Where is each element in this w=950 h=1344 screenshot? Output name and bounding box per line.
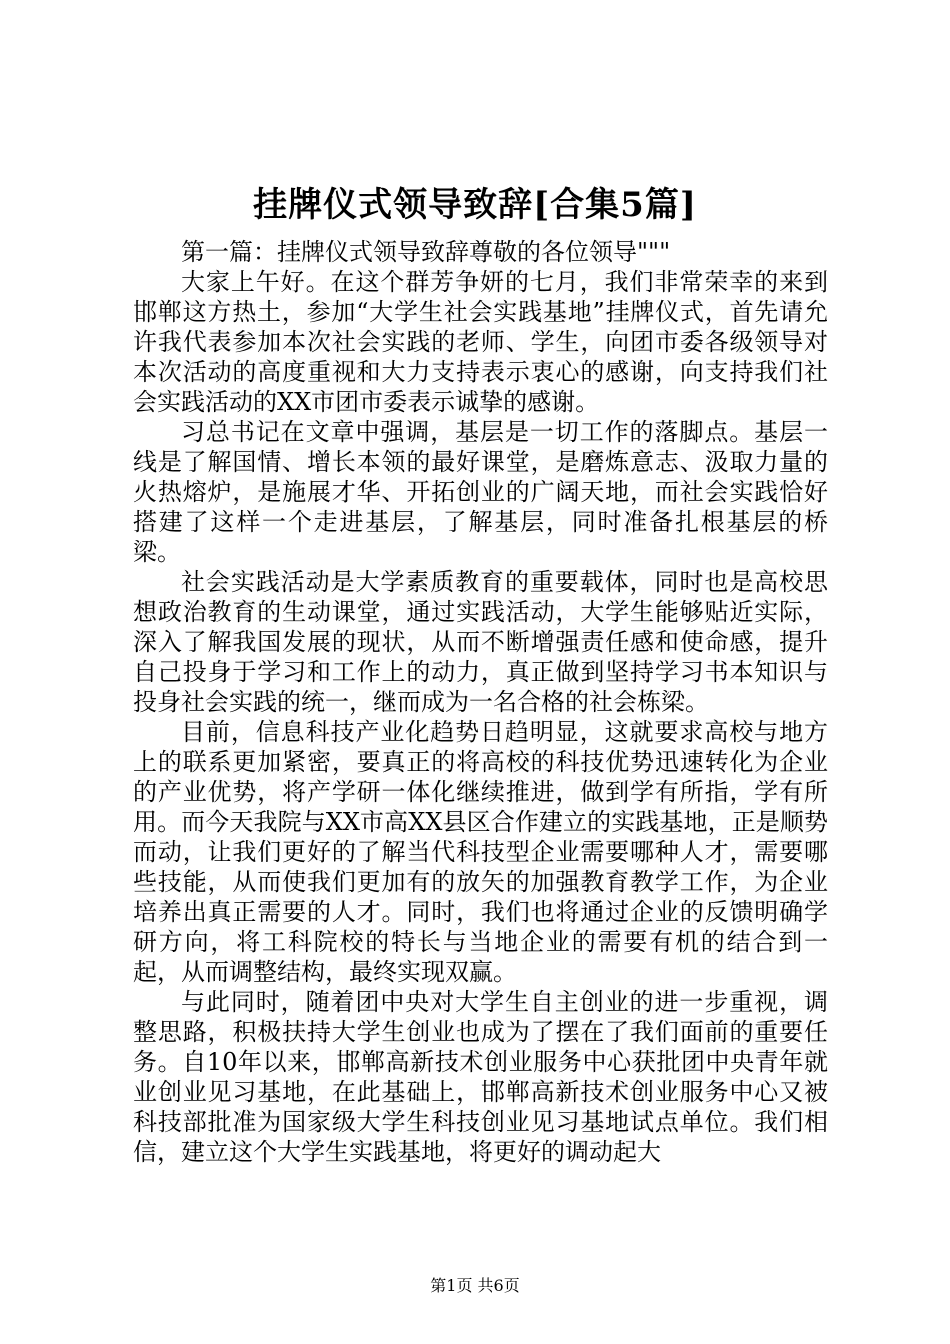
paragraph-industry: 目前，信息科技产业化趋势日趋明显，这就要求高校与地方上的联系更加紧密，要真正的将高校的科技优势迅速转化为企业的产业优势，将产学研一体化继续推进，做到学有所指，学有所用。而今天我院与XX市高XX县区合作建立的实践基地，正是顺势而动，让我们更好的了解当代科技型企业需要哪种人才，需要哪些技能，从而使我们更加有的放矢的加强教育教学工作，为企业培养出真正需要的人才。同时，我们也将通过企业的反馈明确学研方向，将工科院校的特长与当地企业的需要有机的结合到一起，从而调整结构，最终实现双赢。 [133,718,828,986]
paragraph-grassroots: 习总书记在文章中强调，基层是一切工作的落脚点。基层一线是了解国情、增长本领的最好课堂，是磨炼意志、汲取力量的火热熔炉，是施展才华、开拓创业的广阔天地，而社会实践恰好搭建了这样一个走进基层，了解基层，同时准备扎根基层的桥梁。 [133,418,828,566]
document-body [133,237,828,1167]
paragraph-entrepreneurship: 与此同时，随着团中央对大学生自主创业的进一步重视，调整思路，积极扶持大学生创业也成为了摆在了我们面前的重要任务。自10年以来，邯郸高新技术创业服务中心获批团中央青年就业创业见习基地，在此基础上，邯郸高新技术创业服务中心又被科技部批准为国家级大学生科技创业见习基地试点单位。我们相信，建立这个大学生实践基地，将更好的调动起大 [133,988,828,1166]
page-number-footer: 第1页 共6页 [430,1276,520,1295]
paragraph-intro: 第一篇：挂牌仪式领导致辞尊敬的各位领导""" [181,238,671,266]
paragraph-greeting: 大家上午好。在这个群芳争妍的七月，我们非常荣幸的来到邯郸这方热土，参加“大学生社会实践基地”挂牌仪式，首先请允许我代表参加本次社会实践的老师、学生，向团市委各级领导对本次活动的高度重视和大力支持表示衷心的感谢，向支持我们社会实践活动的XX市团市委表示诚挚的感谢。 [133,268,828,416]
document-title: 挂牌仪式领导致辞[合集5篇] [253,185,697,225]
paragraph-social-practice: 社会实践活动是大学素质教育的重要载体，同时也是高校思想政治教育的生动课堂，通过实践活动，大学生能够贴近实际，深入了解我国发展的现状，从而不断增强责任感和使命感，提升自己投身于学习和工作上的动力，真正做到坚持学习书本知识与投身社会实践的统一，继而成为一名合格的社会栋梁。 [133,568,828,716]
